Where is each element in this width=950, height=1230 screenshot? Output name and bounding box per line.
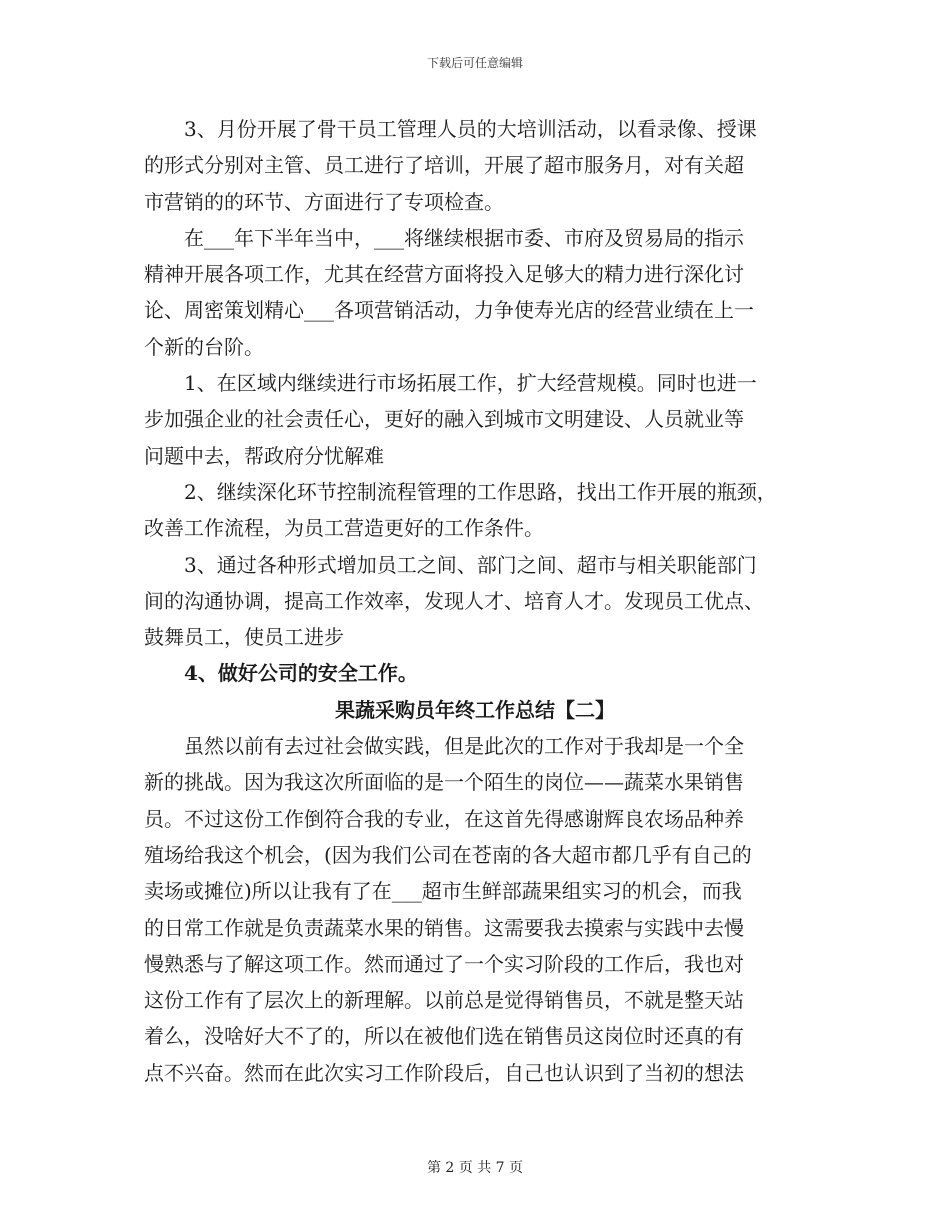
text-line: 步加强企业的社会责任心，更好的融入到城市文明建设、人员就业等 (144, 407, 744, 432)
text-line: 新的挑战。因为我这次所面临的是一个陌生的岗位——蔬菜水果销售 (144, 770, 744, 795)
text-line: 间的沟通协调，提高工作效率，发现人才、培育人才。发现员工优点、 (144, 588, 764, 613)
text-line: 市营销的的环节、方面进行了专项检查。 (144, 189, 504, 214)
text-line: 慢熟悉与了解这项工作。然而通过了一个实习阶段的工作后，我也对 (144, 951, 744, 976)
text-line: 的形式分别对主管、员工进行了培训，开展了超市服务月，对有关超 (144, 153, 744, 178)
text-line: 虽然以前有去过社会做实践，但是此次的工作对于我却是一个全 (184, 734, 744, 759)
text-line: 2、继续深化环节控制流程管理的工作思路，找出工作开展的瓶颈， (184, 479, 777, 504)
section-heading-safety: 4、做好公司的安全工作。 (184, 661, 418, 686)
text-line: 3、月份开展了骨干员工管理人员的大培训活动，以看录像、授课 (184, 117, 757, 141)
text-line: 着么，没啥好大不了的，所以在被他们选在销售员这岗位时还真的有 (144, 1024, 744, 1049)
text-line: 个新的台阶。 (144, 334, 264, 359)
text-line: 改善工作流程，为员工营造更好的工作条件。 (144, 516, 544, 541)
page-header-note: 下载后可任意编辑 (426, 56, 523, 70)
text-line: 1、在区域内继续进行市场拓展工作，扩大经营规模。同时也进一 (184, 371, 757, 396)
text-line: 在___年下半年当中，___将继续根据市委、市府及贸易局的指示 (184, 225, 744, 250)
text-line: 殖场给我这个机会，(因为我们公司在苍南的各大超市都几乎有自己的 (144, 842, 752, 867)
text-line: 卖场或摊位)所以让我有了在___超市生鲜部蔬果组实习的机会，而我 (144, 879, 742, 904)
text-line: 问题中去，帮政府分忧解难 (144, 443, 384, 468)
text-line: 3、通过各种形式增加员工之间、部门之间、超市与相关职能部门 (184, 552, 757, 577)
text-line: 论、周密策划精心___各项营销活动，力争使寿光店的经营业绩在上一 (144, 298, 754, 323)
text-line: 这份工作有了层次上的新理解。以前总是觉得销售员，不就是整天站 (144, 988, 744, 1013)
page-number: 第 2 页 共 7 页 (426, 1160, 524, 1176)
text-line: 鼓舞员工，使员工进步 (144, 625, 344, 650)
document-body (144, 111, 806, 1091)
text-line: 员。不过这份工作倒符合我的专业，在这首先得感谢辉良农场品种养 (144, 806, 744, 831)
text-line: 精神开展各项工作，尤其在经营方面将投入足够大的精力进行深化讨 (144, 262, 744, 287)
text-line: 的日常工作就是负责蔬菜水果的销售。这需要我去摸索与实践中去慢 (144, 915, 744, 940)
text-line: 点不兴奋。然而在此次实习工作阶段后，自己也认识到了当初的想法 (144, 1060, 744, 1085)
section-title: 果蔬采购员年终工作总结【二】 (335, 697, 615, 722)
